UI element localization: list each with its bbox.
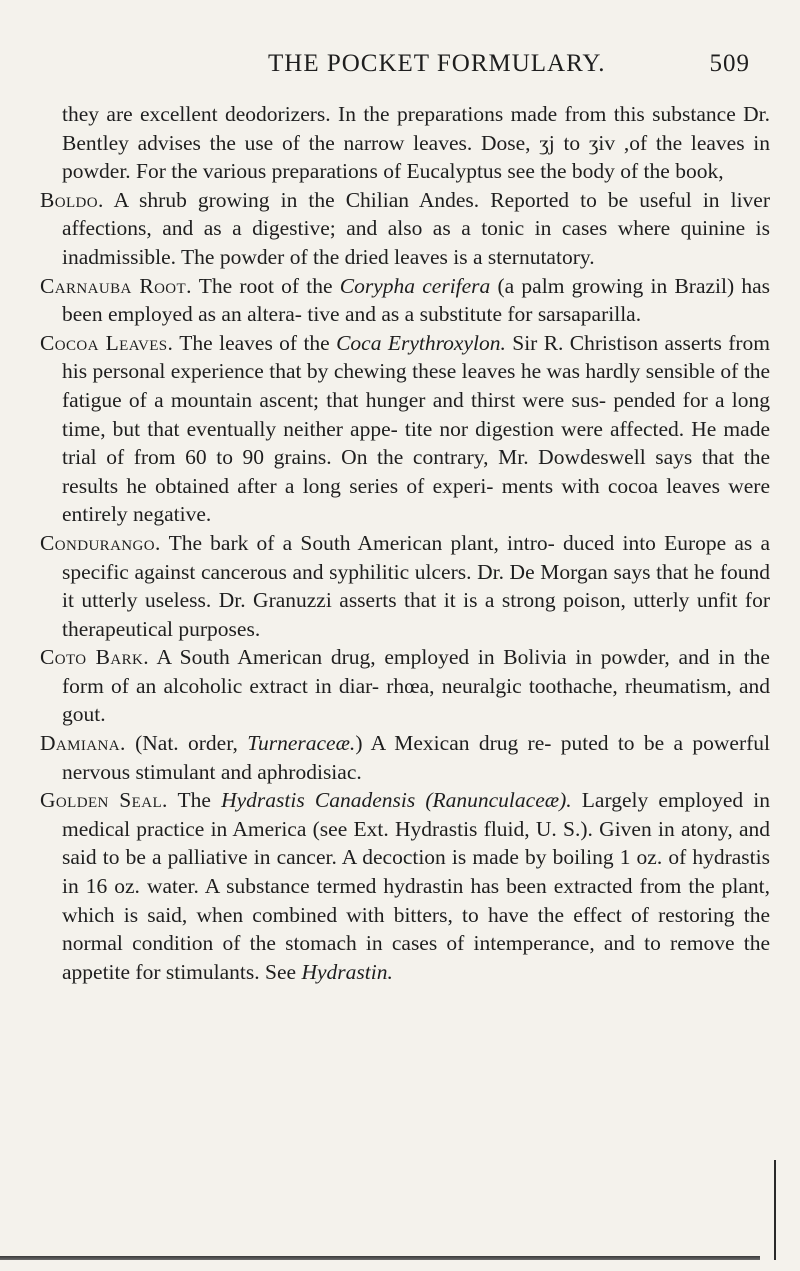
entry-boldo: [40, 186, 770, 272]
entry-text: Largely employed in medical practice in America (see Ext. Hydrastis fluid, U. S.). Given in atony, and said to be a palliative in cancer. A decoction is made by boiling 1 oz. of hydrastis in 16 oz. water. A substance termed hydrastin has been extracted from the plant, which is said, when combined with bitters, to have the effect of restoring the normal condition of the stomach in cases of intemperance, and to remove the appetite for stimulants.: [62, 788, 771, 984]
entry-text: A South American drug, employed in Bolivia in powder, and in the form of an alcoholic extract in diar- rhœa, neuralgic toothache, rheumatism, and gout.: [62, 645, 770, 727]
entry-carnauba-root: [40, 272, 770, 329]
entry-text-pre: The root of the: [191, 273, 340, 298]
entry-cocoa-leaves: [40, 329, 770, 529]
entry-heading: Boldo.: [40, 187, 104, 212]
entry-heading: Condurango.: [40, 530, 161, 555]
entry-text: A shrub growing in the Chilian Andes. Reported to be useful in liver affections, and as a digestive; and also as a tonic in cases where quinine is inadmissible. The powder of the dried leaves is a sternutatory.: [62, 187, 770, 269]
entry-latin-name: Turneraceæ.: [247, 731, 356, 756]
entry-heading: Carnauba Root.: [40, 273, 192, 298]
page-bottom-rule: [0, 1256, 760, 1260]
see-label: See: [265, 959, 302, 984]
entry-golden-seal: [40, 786, 770, 986]
entry-text-pre: The leaves of the: [173, 330, 337, 355]
entry-heading: Coto Bark.: [40, 645, 150, 670]
entry-text: ) A Mexican drug re- puted to be a powerful nervous stimulant and aphrodisiac.: [62, 731, 770, 784]
entry-text: Sir R. Christison asserts from his personal experience that by chewing these leaves he was hardly sensible of the fatigue of a mountain ascent; that hunger and thirst were sus- pended for a long time, but that eventually neither appe- tite nor digestion were affected. He made trial of from 60 to 90 grains. On the contrary, Mr. Dowdeswell says that the results he obtained after a long series of experi- ments with cocoa leaves were entirely negative.: [62, 330, 771, 527]
entry-damiana: [40, 729, 770, 786]
entry-heading: Golden Seal.: [40, 788, 168, 813]
see-reference: Hydrastin.: [301, 959, 393, 984]
continuation-paragraph: they are excellent deodorizers. In the preparations made from this substance Dr. Bentley advises the use of the narrow leaves. Dose, ʒj to ʒiv ,of the leaves in powder. For the various preparations of Eucalyptus see the body of the book,: [62, 102, 770, 184]
entry-coto-bark: [40, 643, 770, 729]
running-title: THE POCKET FORMULARY.: [268, 50, 606, 77]
entry-text: (a palm growing in Brazil) has been employed as an altera- tive and as a substitute for sarsaparilla.: [62, 273, 771, 327]
entry-heading: Damiana.: [40, 731, 126, 756]
entry-latin-name: Corypha cerifera: [339, 273, 491, 298]
entry-latin-name: Hydrastis Canadensis (Ranunculaceæ).: [221, 788, 572, 813]
page-header: [150, 50, 750, 86]
entry-text-pre: (Nat. order,: [125, 731, 248, 756]
page-edge-line: [774, 1160, 776, 1260]
entry-condurango: [40, 529, 770, 643]
entry-text: The bark of a South American plant, intro- duced into Europe as a specific against cancerous and syphilitic ulcers. Dr. De Morgan says that he found it utterly useless. Dr. Granuzzi asserts that it is a strong poison, utterly unfit for therapeutical purposes.: [62, 530, 770, 641]
page-number: 509: [709, 50, 750, 77]
entry-latin-name: Coca Erythroxylon.: [336, 330, 506, 355]
entry-text-pre: The: [167, 788, 222, 813]
entry-heading: Cocoa Leaves.: [40, 330, 174, 355]
page-body: [40, 100, 770, 986]
